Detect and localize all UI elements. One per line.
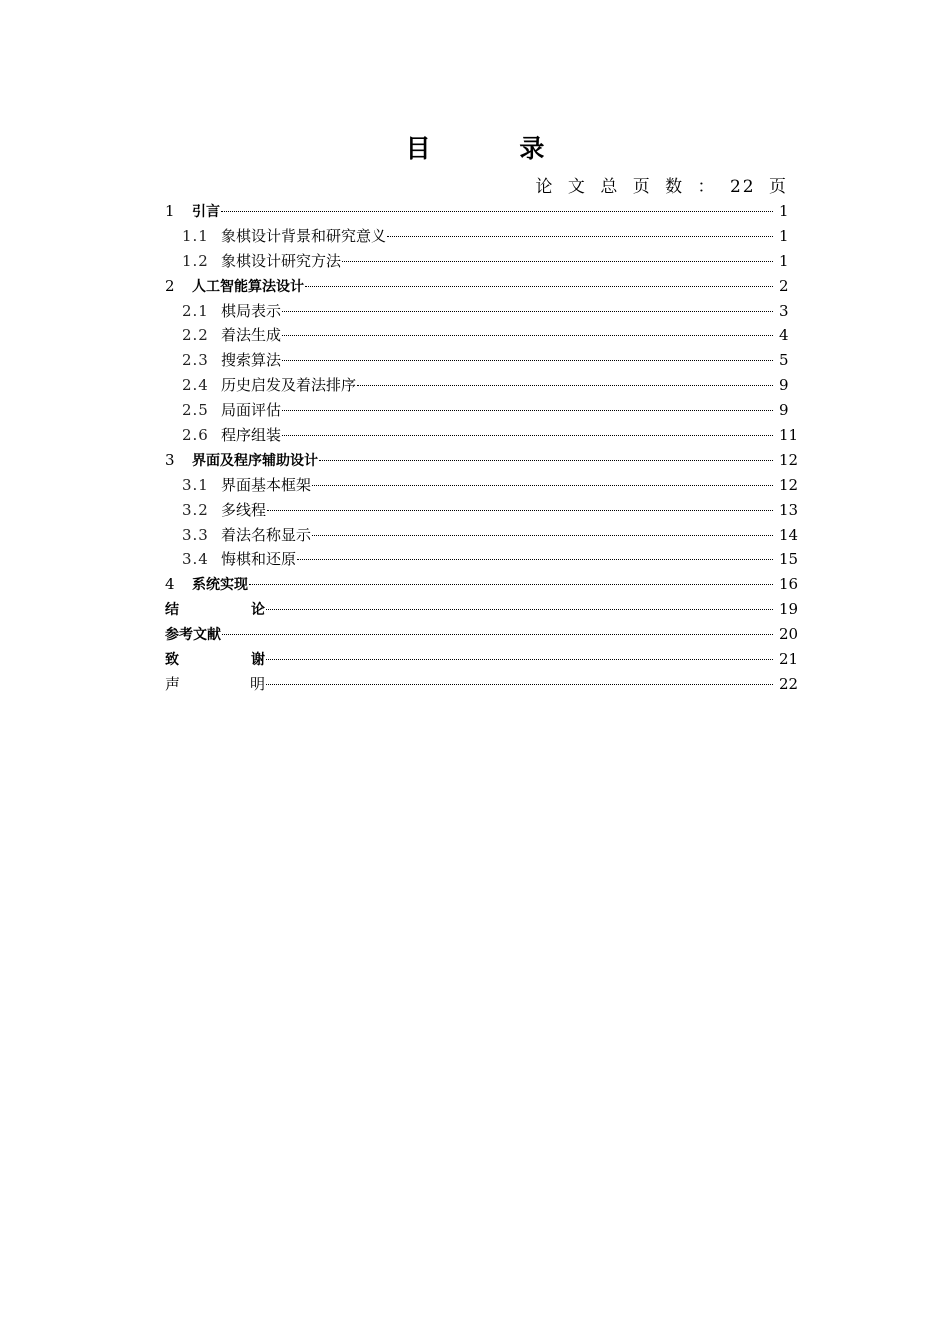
toc-entry-3-3[interactable] xyxy=(165,523,805,548)
toc-title: 界面基本框架 xyxy=(221,475,312,494)
dot-leader xyxy=(267,510,773,511)
toc-page-number: 11 xyxy=(779,426,799,445)
dot-leader xyxy=(319,460,773,461)
toc-title: 象棋设计研究方法 xyxy=(221,251,342,270)
toc-entry-1[interactable] xyxy=(165,199,805,224)
toc-title-part: 声 xyxy=(165,674,181,693)
toc-number: 3 xyxy=(165,450,175,469)
toc-title xyxy=(165,648,265,673)
toc-title xyxy=(165,672,265,697)
toc-title: 着法名称显示 xyxy=(221,525,312,544)
toc-page-number: 9 xyxy=(779,401,789,420)
toc-entry-1-1[interactable] xyxy=(165,224,805,249)
toc-number: 4 xyxy=(165,575,175,594)
toc-title: 程序组装 xyxy=(221,426,282,445)
toc-title-part: 致 xyxy=(165,652,179,669)
toc-page-number: 21 xyxy=(779,650,799,669)
toc-entry-2[interactable] xyxy=(165,274,805,299)
toc-number: 2 xyxy=(165,276,175,295)
toc-title: 参考文献 xyxy=(165,627,221,644)
dot-leader xyxy=(221,211,773,212)
toc-title: 多线程 xyxy=(221,500,267,519)
dot-leader xyxy=(387,236,773,237)
dot-leader xyxy=(312,535,773,536)
toc-page-number: 4 xyxy=(779,326,789,345)
dot-leader xyxy=(305,286,773,287)
toc-entry-3-4[interactable] xyxy=(165,547,805,572)
dot-leader xyxy=(342,261,773,262)
toc-title-part: 结 xyxy=(165,602,179,619)
toc-page-number: 20 xyxy=(779,625,799,644)
page-title: 目 录 xyxy=(405,134,585,163)
table-of-contents xyxy=(165,199,805,697)
toc-number: 1.2 xyxy=(182,251,209,270)
toc-title-part: 论 xyxy=(251,602,265,619)
toc-entry-2-1[interactable] xyxy=(165,299,805,324)
toc-title-part: 明 xyxy=(249,674,265,693)
toc-title: 棋局表示 xyxy=(221,301,282,320)
toc-entry-2-3[interactable] xyxy=(165,348,805,373)
toc-page-number: 3 xyxy=(779,301,789,320)
dot-leader xyxy=(312,485,773,486)
toc-number: 2.3 xyxy=(182,351,209,370)
toc-number: 1.1 xyxy=(182,226,209,245)
toc-title: 悔棋和还原 xyxy=(221,550,297,569)
toc-number: 2.2 xyxy=(182,326,209,345)
toc-number: 2.5 xyxy=(182,401,209,420)
toc-page-number: 15 xyxy=(779,550,799,569)
dot-leader xyxy=(282,311,773,312)
toc-title: 着法生成 xyxy=(221,326,282,345)
toc-page-number: 1 xyxy=(779,202,789,220)
toc-entry-declaration[interactable] xyxy=(165,672,805,697)
dot-leader xyxy=(297,559,773,560)
toc-page-number: 1 xyxy=(779,226,789,245)
dot-leader xyxy=(222,634,773,635)
toc-page-number: 16 xyxy=(779,575,799,594)
toc-number: 3.2 xyxy=(182,500,209,519)
toc-entry-4[interactable] xyxy=(165,572,805,597)
toc-entry-3-2[interactable] xyxy=(165,498,805,523)
toc-title: 系统实现 xyxy=(192,577,248,594)
toc-number: 3.4 xyxy=(182,550,209,569)
toc-title: 引言 xyxy=(192,204,220,220)
dot-leader xyxy=(282,435,773,436)
toc-title: 界面及程序辅助设计 xyxy=(192,452,318,469)
toc-page-number: 12 xyxy=(779,475,799,494)
toc-number: 2.6 xyxy=(182,426,209,445)
dot-leader xyxy=(282,335,773,336)
toc-number: 3.1 xyxy=(182,475,209,494)
toc-number: 2.4 xyxy=(182,376,209,395)
toc-entry-2-6[interactable] xyxy=(165,423,805,448)
dot-leader xyxy=(282,410,773,411)
toc-entry-3-1[interactable] xyxy=(165,473,805,498)
toc-title xyxy=(165,598,265,623)
toc-page-number: 14 xyxy=(779,525,799,544)
dot-leader xyxy=(282,360,773,361)
toc-entry-2-2[interactable] xyxy=(165,323,805,348)
toc-page-number: 2 xyxy=(779,276,789,295)
toc-page-number: 12 xyxy=(779,450,799,469)
toc-entry-2-5[interactable] xyxy=(165,398,805,423)
toc-entry-1-2[interactable] xyxy=(165,249,805,274)
dot-leader xyxy=(266,684,773,685)
dot-leader xyxy=(266,659,773,660)
toc-title: 局面评估 xyxy=(221,401,282,420)
toc-entry-acknowledgements[interactable] xyxy=(165,647,805,672)
dot-leader xyxy=(249,584,773,585)
toc-entry-conclusion[interactable] xyxy=(165,597,805,622)
toc-page-number: 22 xyxy=(779,674,799,693)
toc-page-number: 13 xyxy=(779,500,799,519)
toc-entry-3[interactable] xyxy=(165,448,805,473)
toc-title: 搜索算法 xyxy=(221,351,282,370)
toc-number: 1 xyxy=(165,202,175,220)
toc-page-number: 19 xyxy=(779,600,799,619)
toc-page-number: 1 xyxy=(779,251,789,270)
page-count: 论 文 总 页 数 ： 22 页 xyxy=(535,177,788,197)
toc-number: 2.1 xyxy=(182,301,209,320)
dot-leader xyxy=(357,385,773,386)
toc-title: 人工智能算法设计 xyxy=(192,278,304,295)
toc-title: 象棋设计背景和研究意义 xyxy=(221,226,387,245)
toc-page-number: 9 xyxy=(779,376,789,395)
toc-title: 历史启发及着法排序 xyxy=(221,376,357,395)
toc-title-part: 谢 xyxy=(251,652,265,669)
dot-leader xyxy=(266,609,773,610)
toc-number: 3.3 xyxy=(182,525,209,544)
toc-page-number: 5 xyxy=(779,351,789,370)
toc-entry-2-4[interactable] xyxy=(165,373,805,398)
toc-entry-references[interactable] xyxy=(165,622,805,647)
